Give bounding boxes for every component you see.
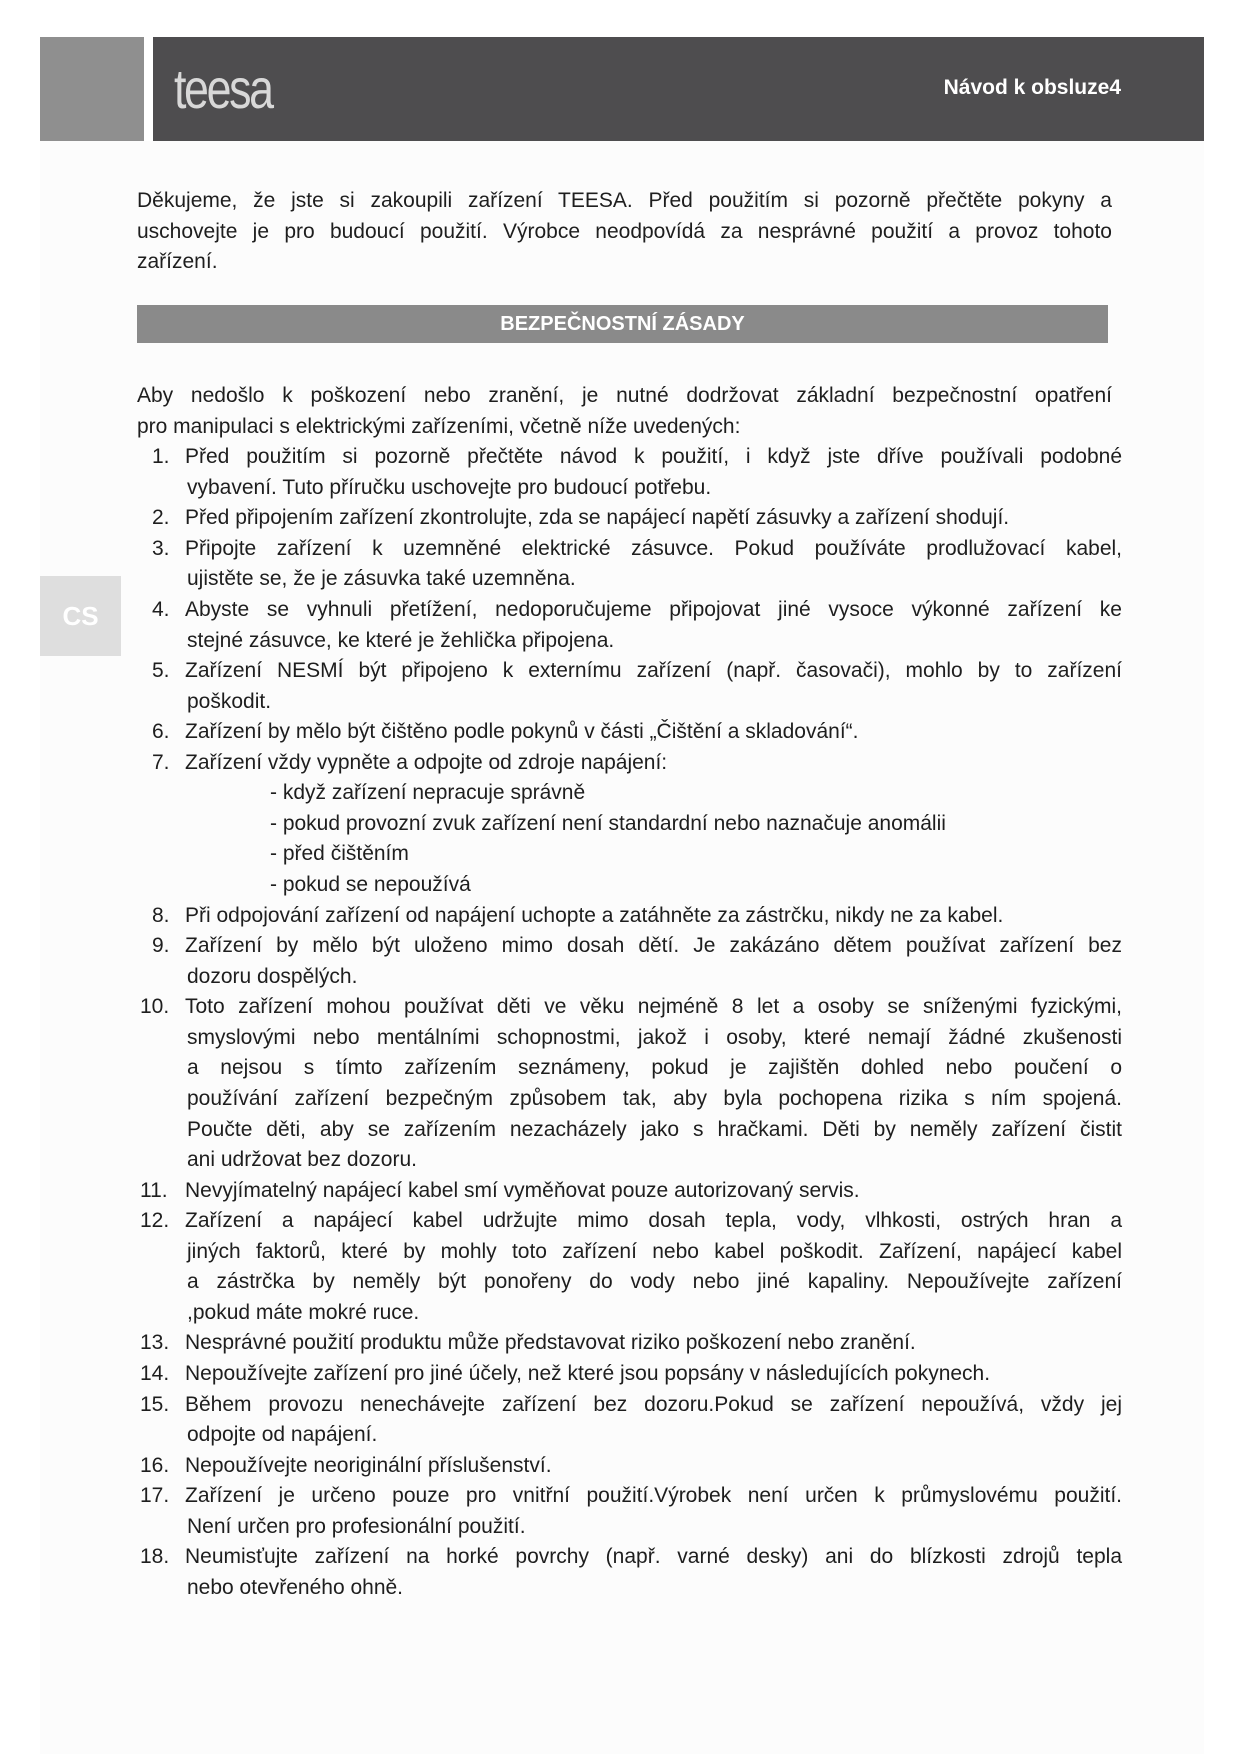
intro-line: Děkujeme, že jste si zakoupili zařízení TEESA. Před použitím si pozorně přečtěte pokyny a: [137, 189, 1112, 212]
item-line: Zařízení je určeno pouze pro vnitřní použití.Výrobek není určen k průmyslovému použití.: [185, 1484, 1122, 1508]
item-line: Nevyjímatelný napájecí kabel smí vyměňovat pouze autorizovaný servis.: [185, 1178, 860, 1202]
teesa-logo: teesa: [174, 57, 272, 120]
item-number: 16.: [140, 1453, 170, 1477]
item-line: nebo otevřeného ohně.: [187, 1575, 404, 1599]
item-number: 6.: [152, 720, 170, 744]
item-number: 2.: [152, 506, 170, 530]
item-number: 13.: [140, 1331, 170, 1355]
item-line: poškodit.: [187, 689, 272, 713]
item-number: 5.: [152, 659, 170, 683]
list-item: [137, 1390, 1122, 1451]
list-item: [137, 901, 1122, 932]
header-left-block: [40, 37, 144, 141]
list-item: [137, 595, 1122, 656]
intro-paragraph: [137, 186, 1112, 278]
list-item: [137, 1542, 1122, 1603]
list-item: [137, 656, 1122, 717]
list-item: [137, 1206, 1122, 1328]
sub-item: - když zařízení nepracuje správně: [270, 781, 586, 805]
item-number: 18.: [140, 1545, 170, 1569]
list-item: [137, 931, 1122, 992]
item-line: Neumisťujte zařízení na horké povrchy (např. varné desky) ani do blízkosti zdrojů tepla: [185, 1545, 1122, 1569]
item-line: Před připojením zařízení zkontrolujte, zda se napájecí napětí zásuvky a zařízení shodují.: [185, 506, 1010, 530]
sub-item: - pokud se nepoužívá: [270, 873, 471, 896]
list-item: [137, 1359, 1122, 1390]
item-line: Před použitím si pozorně přečtěte návod k použití, i když jste dříve používali podobné: [185, 445, 1122, 469]
item-line: odpojte od napájení.: [187, 1423, 378, 1447]
item-line: jiných faktorů, které by mohly toto zařízení nebo kabel poškodit. Zařízení, napájecí kabel: [187, 1239, 1122, 1263]
item-line: Toto zařízení mohou používat děti ve věku nejméně 8 let a osoby se sníženými fyzickými,: [185, 995, 1122, 1019]
item-line: a nejsou s tímto zařízením seznámeny, pokud je zajištěn dohled nebo poučení o: [187, 1056, 1122, 1080]
item-line: Připojte zařízení k uzemněné elektrické zásuvce. Pokud používáte prodlužovací kabel,: [185, 536, 1122, 560]
item-line: ani udržovat bez dozoru.: [187, 1148, 417, 1172]
list-item: [137, 1176, 1122, 1207]
list-item: [137, 1451, 1122, 1482]
item-number: 12.: [140, 1209, 170, 1233]
list-item: [137, 748, 1122, 901]
item-number: 15.: [140, 1392, 170, 1416]
item-line: smyslovými nebo mentálními schopnostmi, jakož i osoby, které nemají žádné zkušenosti: [187, 1025, 1122, 1049]
item-line: Při odpojování zařízení od napájení uchopte a zatáhněte za zástrčku, nikdy ne za kabel.: [185, 903, 1004, 927]
item-line: vybavení. Tuto příručku uschovejte pro budoucí potřebu.: [187, 475, 712, 499]
item-line: ,pokud máte mokré ruce.: [187, 1300, 420, 1324]
list-item: [137, 717, 1122, 748]
list-item: [137, 503, 1122, 534]
list-item: [137, 1328, 1122, 1359]
item-line: Zařízení a napájecí kabel udržujte mimo dosah tepla, vody, vlhkosti, ostrých hran a: [185, 1209, 1122, 1233]
item-line: Zařízení by mělo být uloženo mimo dosah dětí. Je zakázáno dětem používat zařízení bez: [185, 934, 1122, 958]
list-item: [137, 442, 1122, 503]
item-line: a zástrčka by neměly být ponořeny do vody nebo jiné kapaliny. Nepoužívejte zařízení: [187, 1270, 1122, 1294]
list-item: [137, 534, 1122, 595]
lead-line: Aby nedošlo k poškození nebo zranění, je nutné dodržovat základní bezpečnostní opatření: [137, 384, 1112, 407]
lead-line: pro manipulaci s elektrickými zařízeními, včetně níže uvedených:: [137, 414, 741, 438]
item-number: 9.: [152, 934, 170, 958]
item-line: Zařízení vždy vypněte a odpojte od zdroje napájení:: [185, 750, 668, 774]
safety-rules: [137, 381, 1122, 1604]
item-number: 7.: [152, 750, 170, 774]
item-line: Nepoužívejte neoriginální příslušenství.: [185, 1453, 552, 1477]
lead-paragraph: [137, 381, 1112, 442]
item-number: 1.: [152, 445, 170, 469]
rules-list: [137, 442, 1122, 1603]
sub-item: - pokud provozní zvuk zařízení není standardní nebo naznačuje anomálii: [270, 811, 946, 835]
item-number: 10.: [140, 995, 170, 1019]
intro-line: uschovejte je pro budoucí použití. Výrobce neodpovídá za nesprávné použití a provoz tohoto: [137, 219, 1112, 243]
item-number: 3.: [152, 536, 170, 560]
language-tab-cs: CS: [40, 576, 121, 656]
item-line: Abyste se vyhnuli přetížení, nedoporučujeme připojovat jiné vysoce výkonné zařízení ke: [185, 597, 1122, 621]
list-item: [137, 992, 1122, 1175]
item-line: Poučte děti, aby se zařízením nezacházely jako s hračkami. Děti by neměly zařízení čistit: [187, 1117, 1122, 1141]
item-number: 11.: [140, 1178, 168, 1202]
item-line: dozoru dospělých.: [187, 964, 358, 988]
item-line: Zařízení by mělo být čištěno podle pokynů v části „Čištění a skladování“.: [185, 720, 859, 744]
item-line: používání zařízení bezpečným způsobem tak, aby byla pochopena rizika s ním spojená.: [187, 1086, 1122, 1110]
item-line: stejné zásuvce, ke které je žehlička připojena.: [187, 628, 615, 652]
item-line: Zařízení NESMÍ být připojeno k externímu zařízení (např. časovači), mohlo by to zařízení: [185, 659, 1122, 683]
item-line: Nepoužívejte zařízení pro jiné účely, než které jsou popsány v následujících pokynech.: [185, 1362, 991, 1385]
item-number: 8.: [152, 903, 170, 927]
sub-item: - před čištěním: [270, 842, 409, 866]
item-number: 4.: [152, 597, 170, 621]
item-line: Nesprávné použití produktu může představovat riziko poškození nebo zranění.: [185, 1331, 916, 1355]
item-number: 14.: [140, 1362, 170, 1385]
intro-line: zařízení.: [137, 250, 218, 274]
item-line: Během provozu nenechávejte zařízení bez dozoru.Pokud se zařízení nepoužívá, vždy jej: [185, 1392, 1122, 1416]
item-line: Není určen pro profesionální použití.: [187, 1514, 526, 1538]
item-number: 17.: [140, 1484, 170, 1508]
item-line: ujistěte se, že je zásuvka také uzemněna.: [187, 567, 576, 591]
manual-title: Návod k obsluze4: [943, 76, 1121, 99]
section-heading: BEZPEČNOSTNÍ ZÁSADY: [137, 305, 1108, 343]
list-item: [137, 1481, 1122, 1542]
